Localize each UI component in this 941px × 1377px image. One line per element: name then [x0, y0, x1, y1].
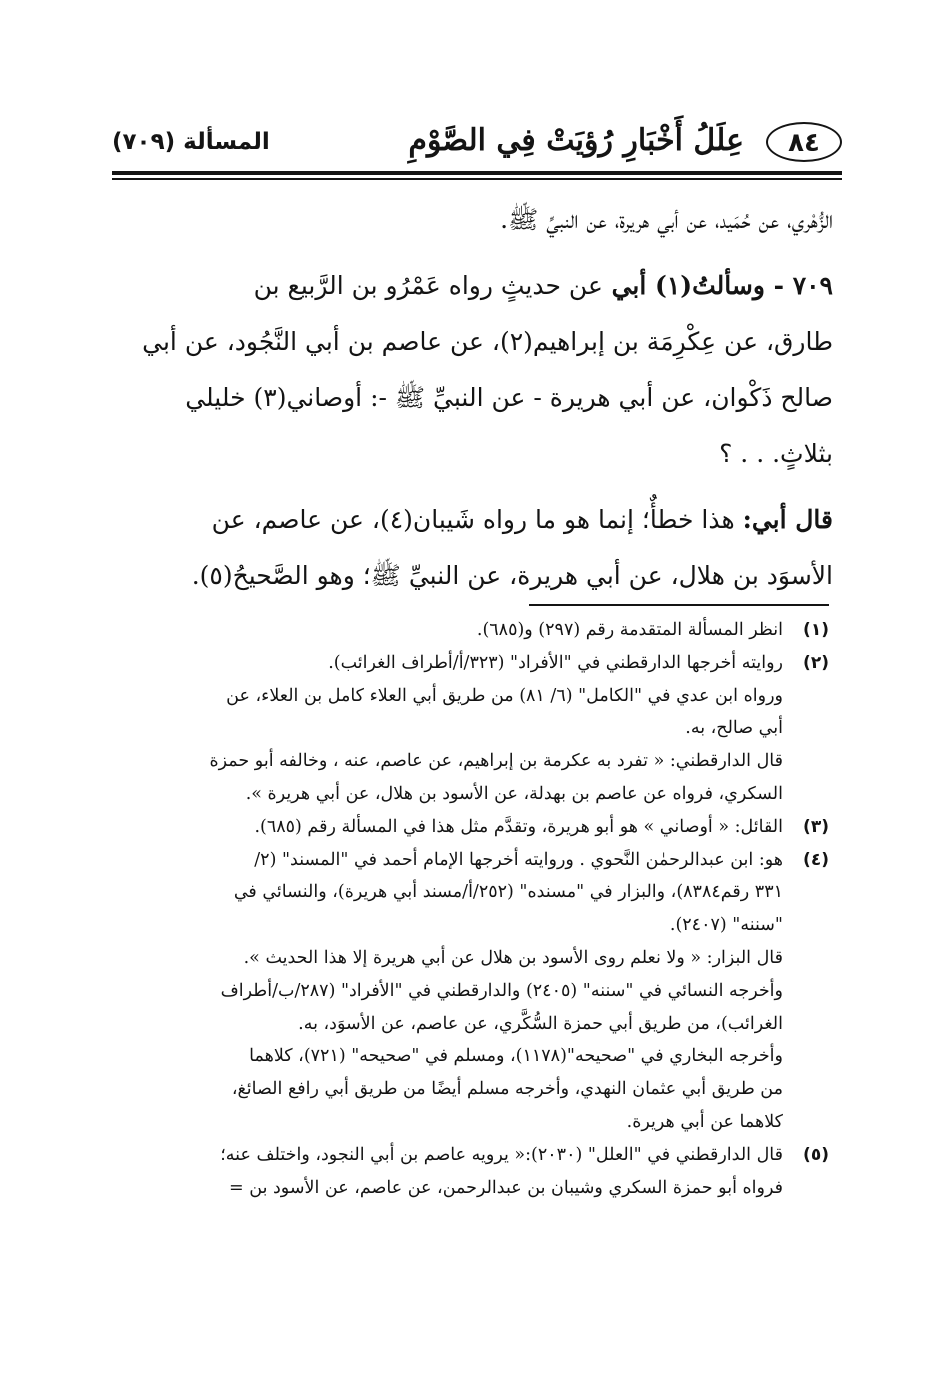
main-line-5: بثلاثٍ. . . ؟ [719, 439, 833, 468]
header-rule-thin [112, 178, 842, 180]
footnote-number: (٤) [803, 849, 829, 870]
footnote-separator [529, 604, 829, 606]
footnote-line: روايته أخرجها الدارقطني في "الأفراد" (٣٢٣/أ/أطراف الغرائب). [328, 652, 783, 673]
footnote-line: "سننه" (٢٤٠٧). [669, 915, 783, 936]
main-line-3: طارق، عن عِكْرِمَة بن إبراهيم(٢)، عن عاصم بن أبي النَّجُود، عن أبي [142, 327, 833, 356]
footnote-line: القائل: « أوصاني » هو أبو هريرة، وتقدَّم مثل هذا في المسألة رقم (٦٨٥). [254, 816, 783, 837]
footnote-line: الغرائب)، من طريق أبي حمزة السُّكَّري، عن عاصم، عن الأسوَد، به. [298, 1013, 783, 1034]
footnote-line: كلاهما عن أبي هريرة. [626, 1111, 783, 1132]
page-header [112, 118, 842, 168]
header-rule-thick [112, 171, 842, 175]
footnote-4-continuation [113, 942, 829, 1139]
main-line-1: الزُّهْري، عن حُمَيد، عن أبي هريرة، عن النبيِّ ﷺ. [500, 205, 833, 234]
footnote-line: انظر المسألة المتقدمة رقم (٢٩٧) و(٦٨٥). [476, 620, 783, 640]
footnote-line: قال الدارقطني في "العلل" (٢٠٣٠):« يرويه عاصم بن أبي النجود، واختلف عنه؛ [220, 1144, 783, 1165]
footnote-5 [113, 1139, 829, 1205]
book-title: عِلَلُ أَخْبَارِ رُؤيَتْ فِي الصَّوْمِ [408, 123, 744, 158]
footnote-4 [113, 844, 829, 942]
footnote-line: فرواه أبو حمزة السكري وشيبان بن عبدالرحمن، عن عاصم، عن الأسود بن = [229, 1177, 783, 1198]
footnote-line: هو: ابن عبدالرحمٰن النَّحوي . وروايته أخرجها الإمام أحمد في "المسند" (٢/ [254, 849, 783, 870]
footnote-3 [113, 811, 829, 844]
footnote-2 [113, 647, 829, 811]
bold-lead: ٧٠٩ - وسألتُ(١) أبي [602, 271, 833, 300]
page-number: ٨٤ [766, 122, 842, 162]
footnote-line: وأخرجه البخاري في "صحيحه"(١١٧٨)، ومسلم في "صحيحه" (٧٢١)، كلاهما [249, 1046, 783, 1067]
footnote-line: وأخرجه النسائي في "سننه" (٢٤٠٥) والدارقطني في "الأفراد" (٢٨٧/ب/أطراف [220, 980, 783, 1001]
footnote-line: ورواه ابن عدي في "الكامل" (٦/ ٨١) من طريق أبي العلاء كامل بن العلاء، عن [226, 685, 783, 706]
footnote-number: (٣) [803, 816, 829, 837]
main-line-4: صالح ذَكْوان، عن أبي هريرة - عن النبيِّ ﷺ -: أوصاني(٣) خليلي [185, 383, 833, 412]
footnote-number: (٥) [803, 1144, 829, 1165]
footnote-line: السكري، فرواه عن عاصم بن بهدلة، عن الأسود بن هلال، عن أبي هريرة ». [245, 783, 783, 804]
footnotes [113, 614, 829, 1204]
footnote-line: قال الدارقطني: « تفرد به عكرمة بن إبراهيم، عن عاصم، عنه ، وخالفه أبو حمزة [209, 751, 783, 772]
issue-label: المسألة (٧٠٩) [112, 129, 270, 155]
main-line-2: ٧٠٩ - وسألتُ(١) أبي عن حديثٍ رواه عَمْرُو بن الرَّبيع بن [253, 271, 833, 300]
main-line-6: قال أبي: هذا خطأٌ؛ إنما هو ما رواه شَيبان(٤)، عن عاصم، عن [211, 505, 833, 534]
main-text [113, 192, 833, 604]
footnote-1 [113, 614, 829, 647]
main-line-7: الأسوَد بن هلال، عن أبي هريرة، عن النبيِّ ﷺ؛ وهو الصَّحيحُ(٥). [191, 561, 833, 590]
footnote-line: من طريق أبي عثمان النهدي، وأخرجه مسلم أيضًا من طريق أبي رافع الصائغ، [231, 1079, 783, 1100]
footnote-line: ٣٣١ رقم٨٣٨٤)، والبزار في "مسنده" (٢٥٢/أ/مسند أبي هريرة)، والنسائي في [233, 882, 783, 903]
footnote-line: أبي صالح، به. [685, 718, 783, 739]
footnote-number: (١) [803, 620, 829, 640]
footnote-number: (٢) [803, 652, 829, 673]
footnote-line: قال البزار: « ولا نعلم روى الأسود بن هلال عن أبي هريرة إلا هذا الحديث ». [243, 947, 783, 968]
bold-lead: قال أبي: [742, 505, 833, 534]
